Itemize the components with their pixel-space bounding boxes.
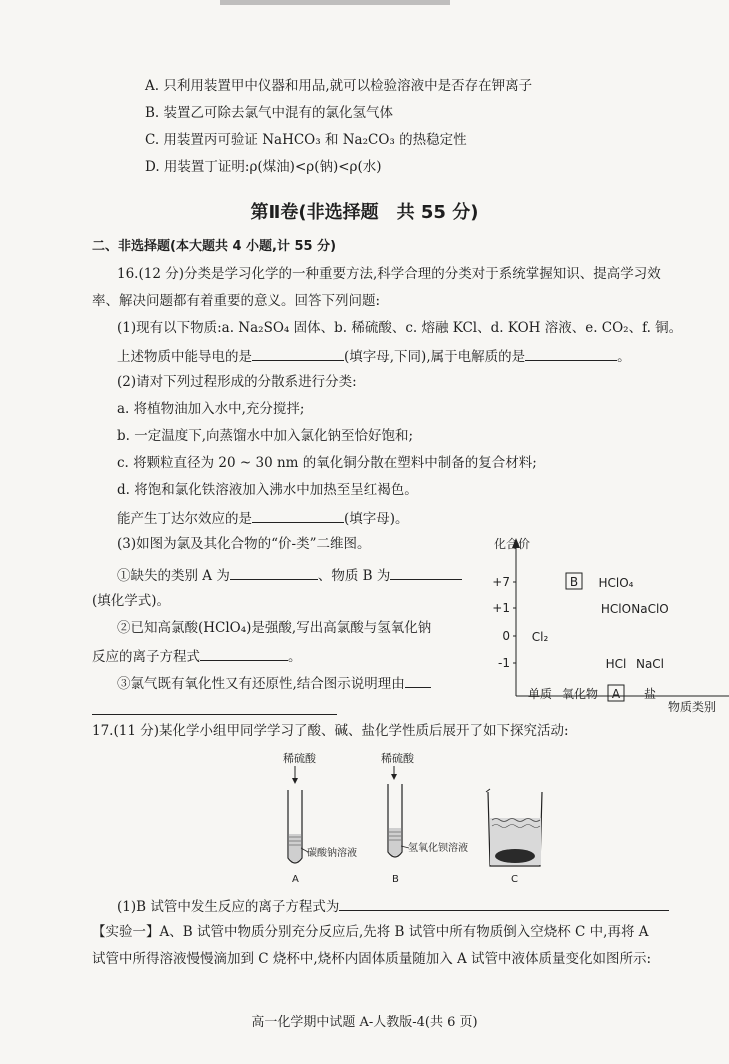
q16-part2-b: b. 一定温度下,向蒸馏水中加入氯化钠至恰好饱和; [117,428,414,444]
answer-blank[interactable] [390,565,462,580]
compound-label: NaClO [631,602,669,616]
option-a: A. 只利用装置甲中仪器和用品,就可以检验溶液中是否存在钾离子 [145,78,533,94]
y-axis-label: 化合价 [494,537,531,551]
page-footer: 高一化学期中试题 A-人教版-4(共 6 页) [251,1015,478,1030]
option-d: D. 用装置丁证明:ρ(煤油)<ρ(钠)<ρ(水) [145,159,382,175]
answer-blank[interactable] [230,565,318,580]
answer-blank[interactable] [200,646,288,661]
q16-part3-2-b-text: 反应的离子方程式 [92,649,200,665]
beaker-label-c: C [511,874,518,885]
q16-part3-1-a: ①缺失的类别 A 为 [117,568,230,584]
q16-part3-1-end: (填化学式)。 [92,593,171,609]
answer-blank[interactable] [339,896,669,911]
x-category-label: 氧化物 [561,687,599,701]
q17-apparatus-diagram [260,748,550,888]
compound-label: HCl [605,657,627,671]
part2-heading: 二、非选择题(本大题共 4 小题,计 55 分) [92,239,337,254]
x-category-label: A [611,687,621,701]
q16-part3-1-b: 、物质 B 为 [317,568,391,584]
y-tick-label: +7 [492,575,510,589]
answer-blank[interactable] [405,673,431,688]
q16-part2-d: d. 将饱和氯化铁溶液加入沸水中加热至呈红褐色。 [117,482,418,498]
q16-part1-question [117,346,631,366]
tube-label-b: B [392,874,399,885]
drip-arrow-b-head [391,774,397,780]
tube-label-a: A [292,874,299,885]
q16-part3-2: ②已知高氯酸(HClO₄)是强酸,写出高氯酸与氢氧化钠 [117,620,432,636]
q17-part1 [117,896,669,916]
compound-label: Cl₂ [531,630,549,644]
compound-label: NaCl [635,657,665,671]
scan-artifact [220,0,450,5]
compound-label: HClO [600,602,632,616]
answer-blank[interactable] [92,700,337,715]
q16-intro-2: 率、解决问题都有着重要的意义。回答下列问题: [92,293,381,309]
q16-part1-question-c: 。 [617,349,631,365]
answer-blank[interactable] [525,346,617,361]
option-c: C. 用装置丙可验证 NaHCO₃ 和 Na₂CO₃ 的热稳定性 [145,132,467,148]
y-tick-label: -1 [498,656,510,670]
solution-label-b: 氢氧化钡溶液 [408,843,468,854]
drip-arrow-a-head [292,778,298,784]
answer-blank[interactable] [252,346,344,361]
y-tick-label: +1 [492,601,510,615]
beaker-c-precipitate [495,849,535,863]
q16-part3-1 [117,565,462,585]
x-category-label: 盐 [643,687,657,701]
q16-part2-a: a. 将植物油加入水中,充分搅拌; [117,401,305,417]
q17-intro: 17.(11 分)某化学小组甲同学学习了酸、碱、盐化学性质后展开了如下探究活动: [92,723,569,739]
solution-a [289,834,302,862]
q16-part3: (3)如图为氯及其化合物的“价-类”二维图。 [117,536,371,552]
x-category-label: 单质 [527,687,553,701]
solution-label-a: 碳酸钠溶液 [307,848,357,859]
q17-experiment1-b: 试管中所得溶液慢慢滴加到 C 烧杯中,烧杯内固体质量随加入 A 试管中液体质量变化如图所示: [92,951,652,967]
q16-part1-question-a: 上述物质中能导电的是 [117,349,252,365]
valence-class-chart [468,530,729,715]
q16-part3-3 [117,673,431,693]
answer-blank[interactable] [252,508,344,523]
option-b: B. 装置乙可除去氯气中混有的氯化氢气体 [145,105,394,121]
q16-part3-3-cont [92,700,337,720]
beaker-c-lip [486,789,490,792]
q16-part3-2-b [92,646,302,666]
q16-intro-1: 16.(12 分)分类是学习化学的一种重要方法,科学合理的分类对于系统掌握知识、提高学习效 [117,266,661,282]
x-axis-label: 物质类别 [668,700,717,714]
y-tick-label: 0 [502,629,510,643]
acid-label-b: 稀硫酸 [381,752,414,765]
q16-part2-c: c. 将颗粒直径为 20 ~ 30 nm 的氧化铜分散在塑料中制备的复合材料; [117,455,537,471]
substance-b-label: B [569,575,579,589]
section-title: 第Ⅱ卷(非选择题 共 55 分) [250,202,479,223]
q16-part1: (1)现有以下物质:a. Na₂SO₄ 固体、b. 稀硫酸、c. 熔融 KCl、d. KOH 溶液、e. CO₂、f. 铜。 [117,320,683,336]
q16-part2-question-a: 能产生丁达尔效应的是 [117,511,252,527]
q16-part2-question [117,508,409,528]
q16-part3-2-c: 。 [288,649,302,665]
q17-part1-text: (1)B 试管中发生反应的离子方程式为 [117,899,340,915]
q16-part3-3-text: ③氯气既有氧化性又有还原性,结合图示说明理由 [117,676,405,692]
q16-part2-question-b: (填字母)。 [344,511,409,527]
q16-part2: (2)请对下列过程形成的分散系进行分类: [117,374,357,390]
q16-part1-question-b: (填字母,下同),属于电解质的是 [344,349,526,365]
acid-label-a: 稀硫酸 [283,752,316,765]
compound-label: HClO₄ [598,576,634,590]
q17-experiment1-a: 【实验一】A、B 试管中物质分别充分反应后,先将 B 试管中所有物质倒入空烧杯 C 中,再将 A [92,924,649,940]
